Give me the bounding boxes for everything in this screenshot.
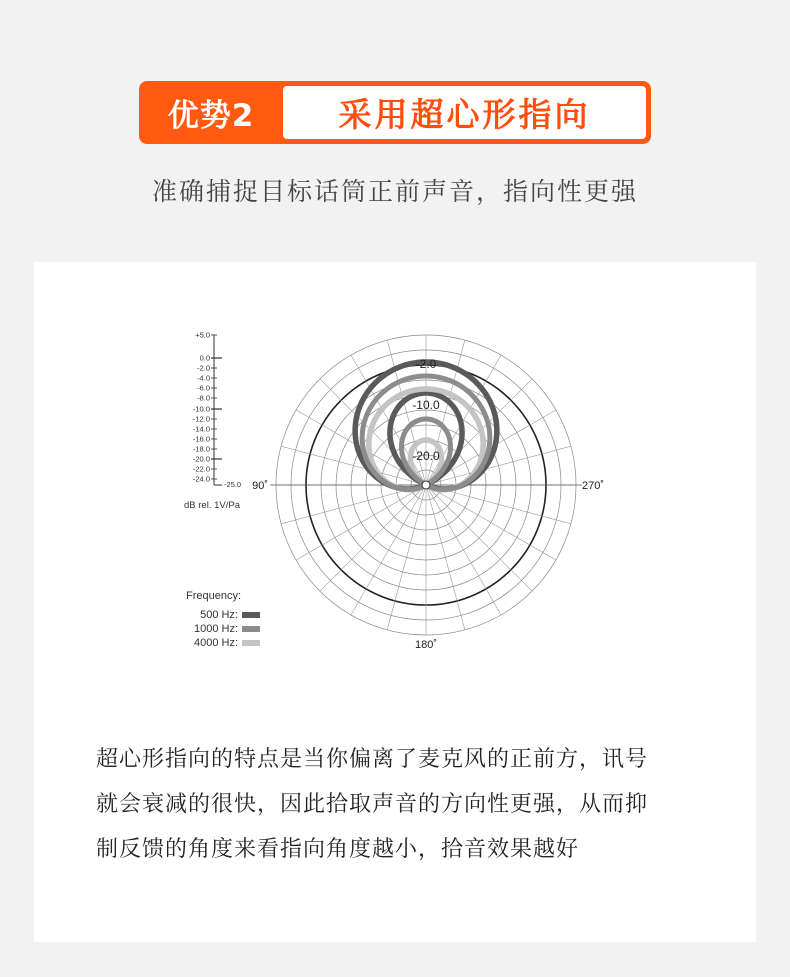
ring-label: -2.0 — [415, 357, 437, 371]
scale-axis-label: dB rel. 1V/Pa — [184, 500, 240, 511]
badge-advantage-label: 优势2 — [167, 98, 255, 134]
legend-swatch — [242, 612, 260, 618]
scale-tick-label: -14.0 — [192, 424, 210, 434]
scale-tick-label: -6.0 — [197, 383, 210, 393]
scale-tick-label: -16.0 — [192, 434, 210, 444]
scale-tick-label: -22.0 — [192, 464, 210, 474]
grid-spoke — [426, 485, 556, 560]
scale-tick-label: -12.0 — [192, 414, 210, 424]
scale-tick-label: -2.0 — [197, 363, 210, 373]
grid-spoke — [320, 485, 426, 591]
scale-tick-label: -20.0 — [192, 454, 210, 464]
subtitle: 准确捕捉目标话筒正前声音，指向性更强 — [151, 177, 638, 206]
center-marker — [422, 481, 430, 489]
ring-label: -20.0 — [412, 449, 440, 463]
scale-tick-label: 0.0 — [199, 353, 210, 363]
legend-label: 1000 Hz: — [193, 623, 238, 635]
scale-tick-label: -10.0 — [192, 404, 210, 414]
grid-spoke — [351, 485, 426, 615]
legend-swatch — [242, 626, 260, 632]
grid-spoke — [426, 485, 501, 615]
frequency-legend — [186, 590, 260, 649]
legend-swatch — [242, 640, 260, 646]
description-line: 制反馈的角度来看指向角度越小，拾音效果越好 — [96, 837, 580, 862]
grid-spoke — [426, 485, 465, 630]
legend-label: 4000 Hz: — [193, 637, 238, 649]
scale-tick-label: -8.0 — [197, 393, 210, 403]
angle-label-180: 180˚ — [414, 639, 438, 651]
description-line: 超心形指向的特点是当你偏离了麦克风的正前方，讯号 — [96, 747, 649, 772]
angle-label-90: 90˚ — [252, 480, 268, 492]
legend-label: 500 Hz: — [200, 609, 238, 621]
scale-tick-label: -4.0 — [197, 373, 210, 383]
polar-labels — [252, 357, 604, 651]
grid-spoke — [426, 485, 532, 591]
polar-pattern-chart — [34, 262, 756, 682]
description-paragraph — [96, 737, 706, 872]
scale-tick-label: +5.0 — [195, 330, 210, 340]
ring-label: -10.0 — [412, 398, 440, 412]
title-badge — [139, 81, 651, 144]
scale-tick-label: -18.0 — [192, 444, 210, 454]
content-card — [34, 262, 756, 942]
angle-label-270: 270˚ — [582, 480, 605, 492]
scale-tick-label: -24.0 — [192, 474, 210, 484]
badge-feature-title: 采用超心形指向 — [283, 86, 646, 139]
grid-spoke — [387, 485, 426, 630]
grid-spoke — [296, 485, 426, 560]
db-scale — [184, 331, 241, 512]
scale-tick-label: -25.0 — [224, 480, 242, 489]
legend-title: Frequency: — [186, 590, 242, 602]
description-line: 就会衰减的很快，因此拾取声音的方向性更强，从而抑 — [96, 792, 649, 817]
